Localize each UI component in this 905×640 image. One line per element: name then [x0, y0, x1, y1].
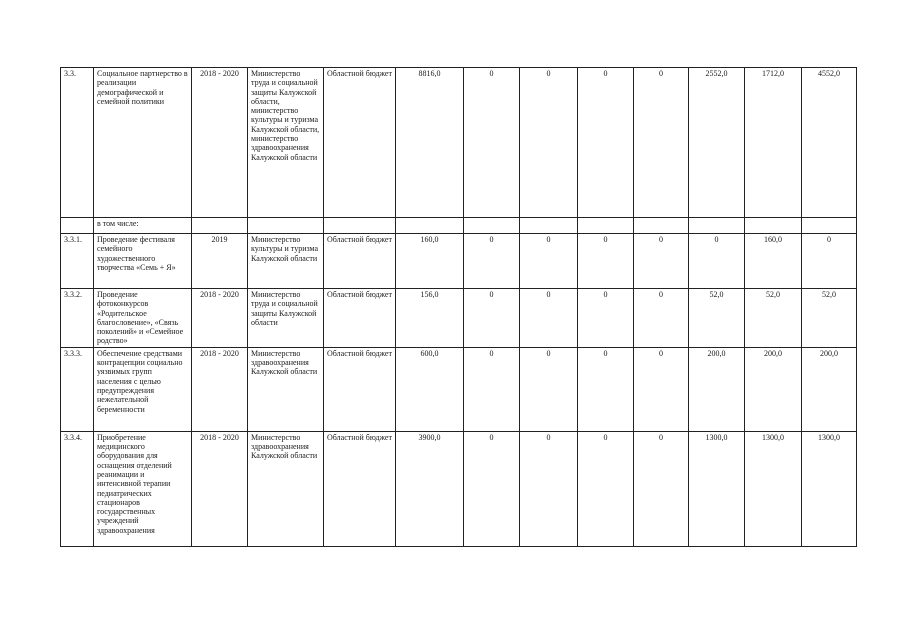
row-value: 0 [634, 234, 689, 289]
row-total: 8816,0 [396, 68, 464, 218]
row-total: 156,0 [396, 289, 464, 348]
row-name: Проведение фестиваля семейного художественного творчества «Семь + Я» [94, 234, 192, 289]
row-source: Областной бюджет [324, 431, 396, 546]
row-value: 0 [520, 234, 578, 289]
row-period: 2019 [192, 234, 248, 289]
row-code: 3.3.1. [61, 234, 94, 289]
row-total: 160,0 [396, 234, 464, 289]
row-name: Проведение фотоконкурсов «Родительское благословение», «Связь поколений» и «Семейное родство» [94, 289, 192, 348]
row-period: 2018 - 2020 [192, 431, 248, 546]
row-executor: Министерство здравоохранения Калужской области [248, 347, 324, 431]
row-value: 0 [520, 347, 578, 431]
row-source: Областной бюджет [324, 68, 396, 218]
row-value: 0 [578, 347, 634, 431]
row-year-2019: 1712,0 [745, 68, 802, 218]
row-code: 3.3.2. [61, 289, 94, 348]
row-year-2018: 52,0 [689, 289, 745, 348]
row-value: 0 [578, 68, 634, 218]
row-value: 0 [634, 347, 689, 431]
table-row [61, 431, 857, 546]
row-year-2020: 1300,0 [802, 431, 857, 546]
row-year-2018: 0 [689, 234, 745, 289]
row-executor: Министерство труда и социальной защиты Калужской области, министерство культуры и туризма Калужской области, министерство здравоохранения Калужской области [248, 68, 324, 218]
row-year-2020: 200,0 [802, 347, 857, 431]
row-value: 0 [578, 234, 634, 289]
row-name: Приобретение медицинского оборудования для оснащения отделений реанимации и интенсивной терапии педиатрических стационаров государственных учреждений здравоохранения [94, 431, 192, 546]
row-code: 3.3.3. [61, 347, 94, 431]
row-value: 0 [464, 234, 520, 289]
row-year-2018: 1300,0 [689, 431, 745, 546]
row-executor: Министерство культуры и туризма Калужской области [248, 234, 324, 289]
row-name: Социальное партнерство в реализации демографической и семейной политики [94, 68, 192, 218]
row-value: 0 [464, 347, 520, 431]
row-value: 0 [464, 431, 520, 546]
row-period: 2018 - 2020 [192, 289, 248, 348]
row-value: 0 [520, 431, 578, 546]
row-total: 600,0 [396, 347, 464, 431]
row-source: Областной бюджет [324, 289, 396, 348]
row-value: 0 [578, 289, 634, 348]
row-value: 0 [634, 289, 689, 348]
row-executor: Министерство труда и социальной защиты Калужской области [248, 289, 324, 348]
row-value: 0 [464, 289, 520, 348]
row-code: 3.3.4. [61, 431, 94, 546]
row-source: Областной бюджет [324, 234, 396, 289]
row-value: 0 [634, 68, 689, 218]
row-year-2019: 200,0 [745, 347, 802, 431]
row-year-2019: 1300,0 [745, 431, 802, 546]
row-value: 0 [520, 68, 578, 218]
row-year-2020: 52,0 [802, 289, 857, 348]
row-year-2020: 4552,0 [802, 68, 857, 218]
program-table [60, 67, 857, 547]
row-year-2019: 160,0 [745, 234, 802, 289]
row-year-2018: 200,0 [689, 347, 745, 431]
subheading-row [61, 218, 857, 234]
table-row [61, 289, 857, 348]
row-year-2019: 52,0 [745, 289, 802, 348]
subheading-text: в том числе: [94, 218, 192, 234]
row-period: 2018 - 2020 [192, 347, 248, 431]
row-total: 3900,0 [396, 431, 464, 546]
row-value: 0 [578, 431, 634, 546]
table-row [61, 347, 857, 431]
row-year-2018: 2552,0 [689, 68, 745, 218]
row-name: Обеспечение средствами контрацепции социально уязвимых групп населения с целью предупреждения нежелательной беременности [94, 347, 192, 431]
row-value: 0 [520, 289, 578, 348]
row-value: 0 [464, 68, 520, 218]
table-row [61, 234, 857, 289]
row-year-2020: 0 [802, 234, 857, 289]
table-row [61, 68, 857, 218]
row-source: Областной бюджет [324, 347, 396, 431]
row-executor: Министерство здравоохранения Калужской области [248, 431, 324, 546]
row-code: 3.3. [61, 68, 94, 218]
row-period: 2018 - 2020 [192, 68, 248, 218]
row-value: 0 [634, 431, 689, 546]
